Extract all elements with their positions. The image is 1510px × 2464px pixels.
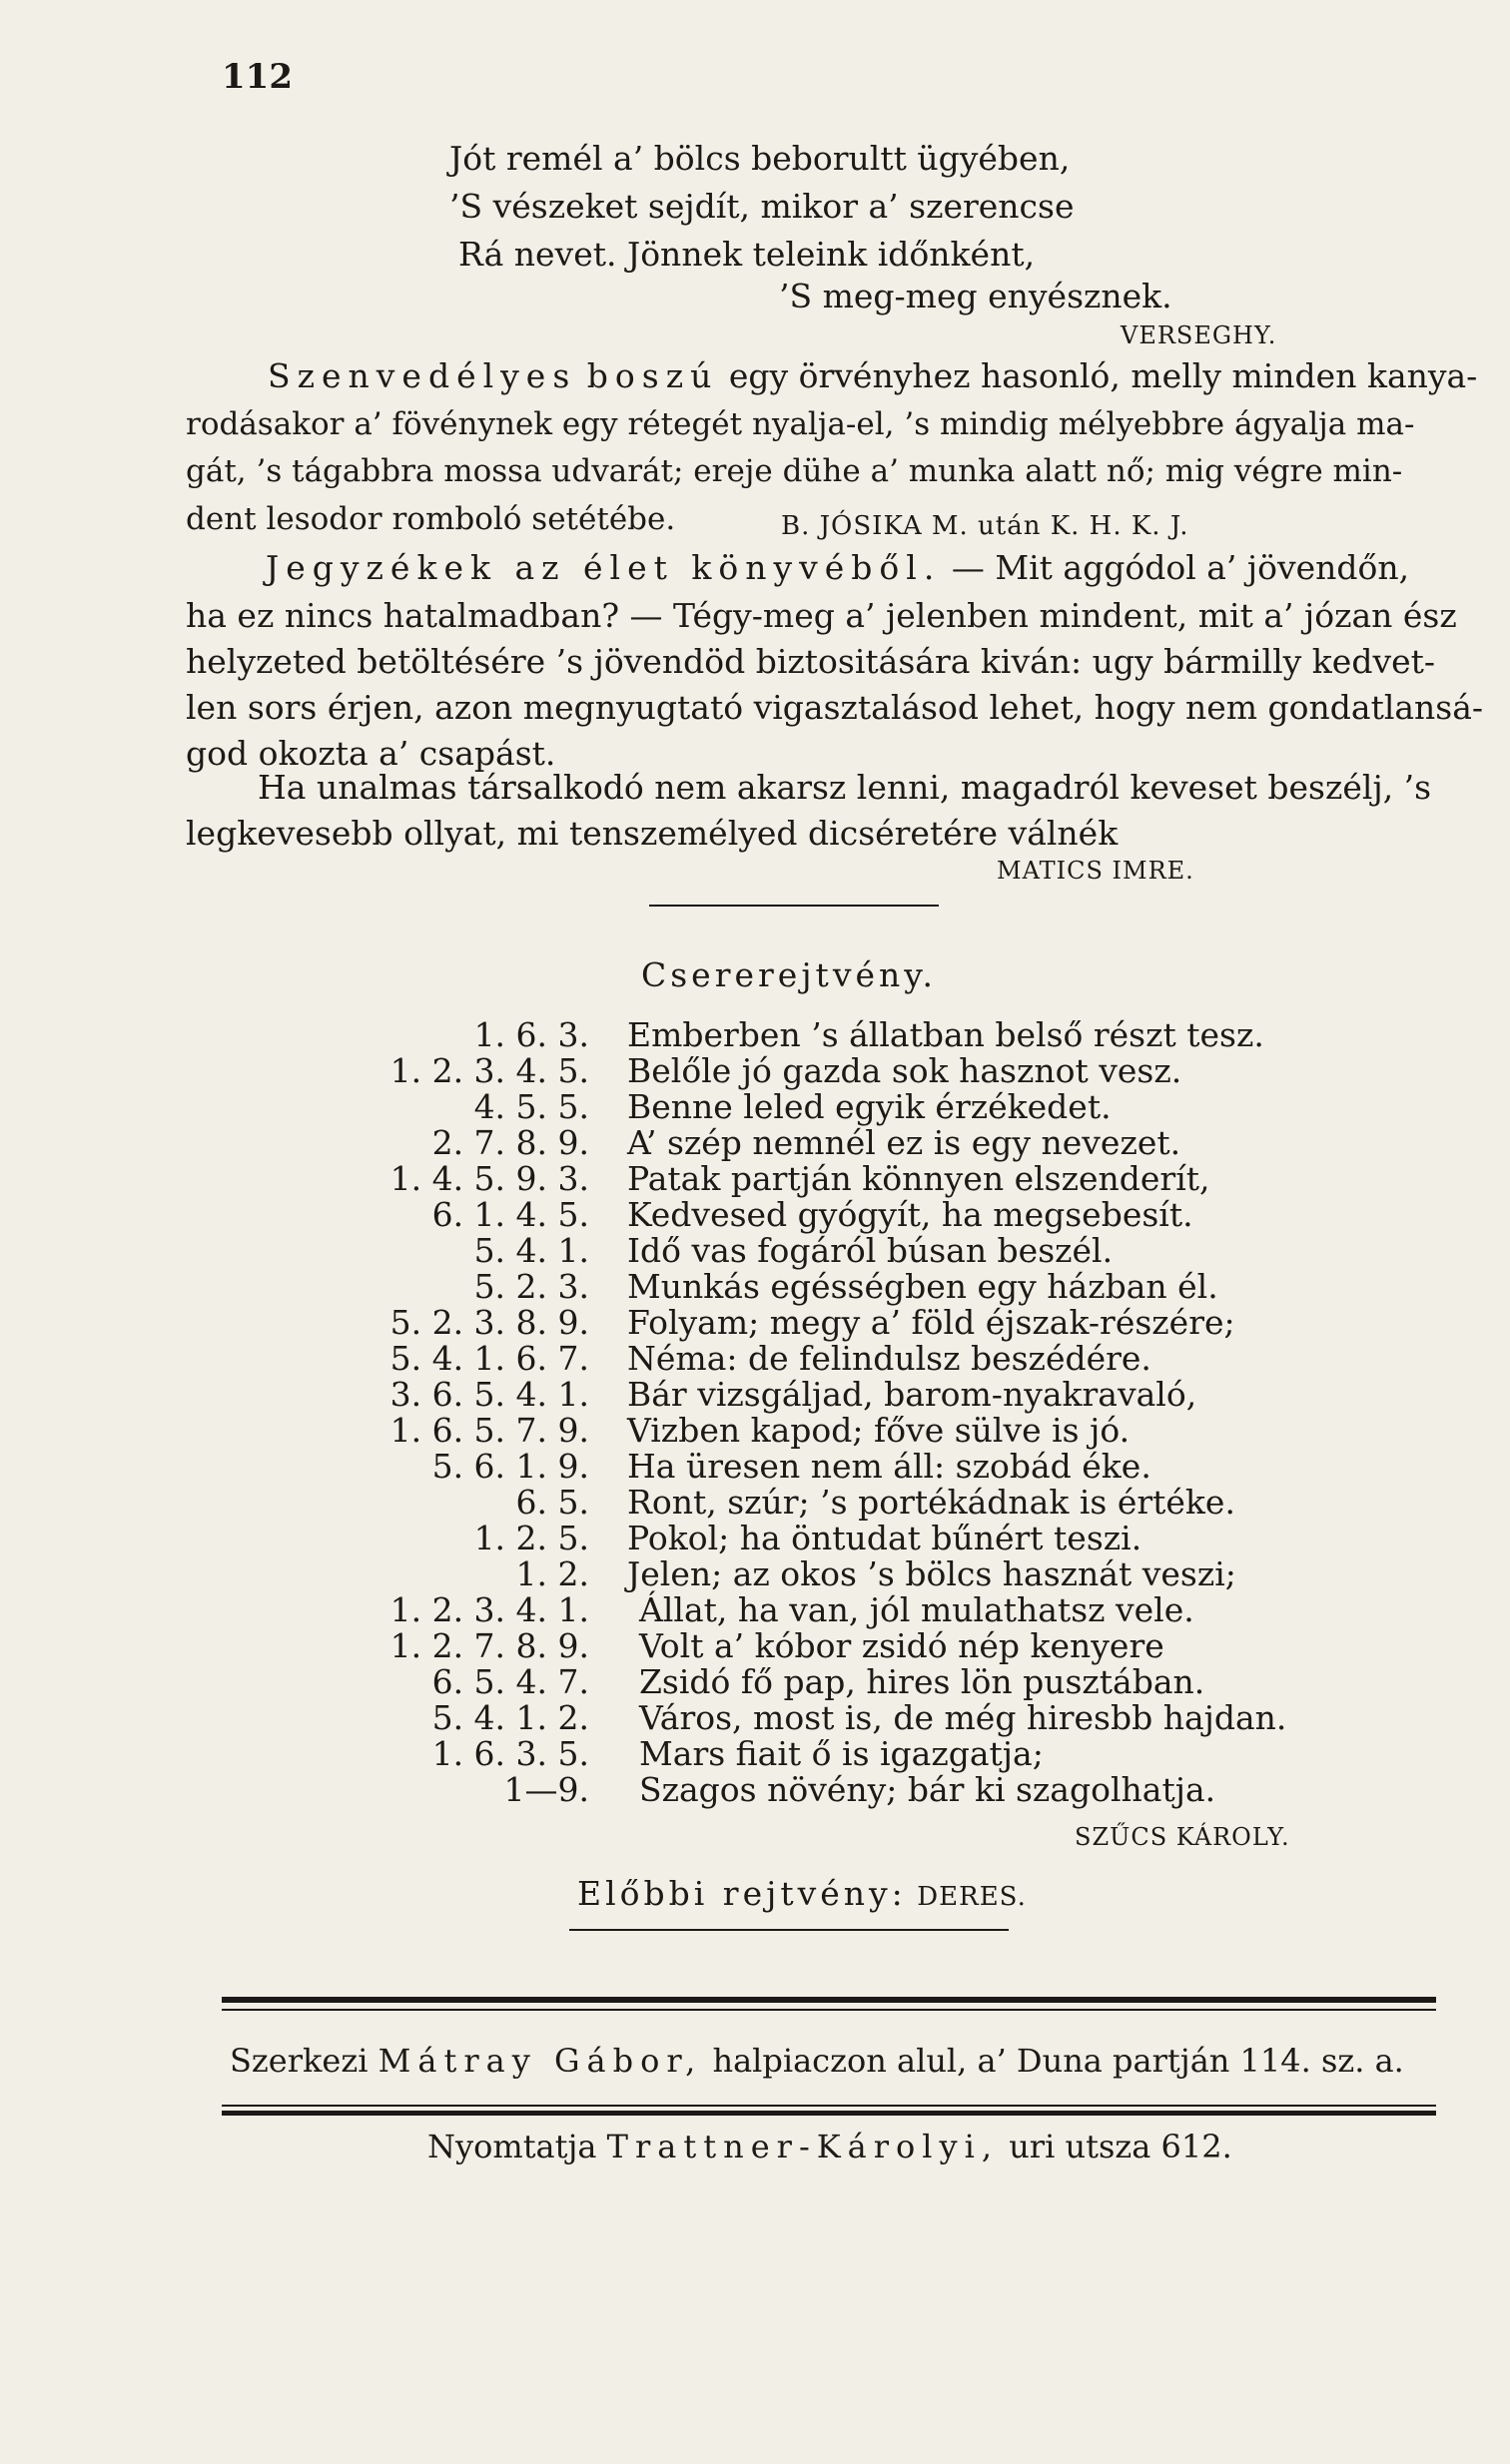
poem-line-2: ’S vészeket sejdít, mikor a’ szerencse [449,187,1075,226]
quote-line-4: dent lesodor romboló setétébe. [186,501,676,537]
puzzle-row-clue: Emberben ’s állatban belső részt tesz. [627,1015,1264,1054]
quote-line-1-rest: egy örvényhez hasonló, melly minden kanya- [728,356,1478,395]
puzzle-author: SZŰCS KÁROLY. [1075,1823,1290,1851]
puzzle-row-clue: Ront, szúr; ’s portékádnak is értéke. [627,1483,1235,1522]
puzzle-row-numbers: 1. 2. 7. 8. 9. [389,1626,589,1665]
puzzle-row-numbers: 1. 2. 3. 4. 5. [389,1051,589,1090]
footer-rule-thick [222,1997,1436,2003]
notes-line-4: len sors érjen, azon megnyugtató vigasztalásod lehet, hogy nem gondatlansá- [186,688,1484,727]
puzzle-row-numbers: 1. 6. 3. 5. [431,1734,589,1773]
puzzle-row-clue: Pokol; ha öntudat bűnért teszi. [627,1519,1142,1557]
notes-heading: Jegyzékek az élet könyvéből. [266,548,942,587]
puzzle-row-clue: Volt a’ kóbor zsidó nép kenyere [639,1626,1164,1665]
puzzle-row-numbers: 5. 4. 1. 2. [431,1698,589,1737]
puzzle-row-clue: Zsidó fő pap, hires lön pusztában. [639,1662,1205,1701]
puzzle-row-numbers: 6. 1. 4. 5. [431,1195,589,1234]
puzzle-row-clue: Néma: de felindulsz beszédére. [627,1339,1151,1378]
puzzle-row-numbers: 5. 6. 1. 9. [431,1447,589,1486]
puzzle-row-clue: Bár vizsgáljad, barom-nyakravaló, [627,1375,1197,1414]
puzzle-row-numbers: 2. 7. 8. 9. [431,1123,589,1162]
puzzle-row-numbers: 1. 4. 5. 9. 3. [389,1159,589,1198]
footer-rule-bottom-2 [222,2111,1436,2116]
printer-prefix: Nyomtatja [427,2128,597,2165]
puzzle-row-numbers: 1. 2. 3. 4. 1. [389,1590,589,1629]
footer-rule-bottom-1 [222,2105,1436,2107]
quote-line-2: rodásakor a’ fövénynek egy rétegét nyalja-el, ’s mindig mélyebbre ágyalja ma- [186,406,1415,442]
quote-line-1 [268,356,1478,395]
puzzle-row-numbers: 5. 4. 1. 6. 7. [389,1339,589,1378]
puzzle-row-numbers: 5. 2. 3. [473,1267,589,1306]
divider-short [569,1929,1009,1931]
notes-line-1-rest: — Mit aggódol a’ jövendőn, [951,548,1410,587]
puzzle-row-clue: Munkás egésségben egy házban él. [627,1267,1218,1306]
previous-label: Előbbi rejtvény: [577,1874,907,1913]
puzzle-row-clue: Város, most is, de még hiresbb hajdan. [639,1698,1287,1737]
quote-line-3: gát, ’s tágabbra mossa udvarát; ereje dühe a’ munka alatt nő; mig végre min- [186,453,1403,489]
notes-para2-line-2: legkevesebb ollyat, mi tenszemélyed dicséretére válnék [186,814,1119,853]
puzzle-row-numbers: 3. 6. 5. 4. 1. [389,1375,589,1414]
notes-line-5: god okozta a’ csapást. [186,734,556,773]
editor-name: Mátray Gábor, [378,2042,703,2080]
footer-printer-line [427,2128,1232,2165]
printer-address: uri utsza 612. [1009,2128,1232,2165]
puzzle-row-numbers: 1—9. [503,1770,589,1809]
previous-answer: DERES. [917,1882,1027,1912]
quote-attribution: B. JÓSIKA M. után K. H. K. J. [781,511,1189,541]
poem-line-4: ’S meg-meg enyésznek. [779,277,1172,315]
notes-line-2: ha ez nincs hatalmadban? — Tégy-meg a’ jelenben mindent, mit a’ józan ész [186,596,1457,635]
puzzle-row-numbers: 5. 4. 1. [473,1231,589,1270]
puzzle-row-clue: Patak partján könnyen elszenderít, [627,1159,1210,1198]
puzzle-row-clue: Idő vas fogáról búsan beszél. [627,1231,1114,1270]
puzzle-row-clue: A’ szép nemnél ez is egy nevezet. [627,1123,1181,1162]
puzzle-row-clue: Kedvesed gyógyít, ha megsebesít. [627,1195,1193,1234]
puzzle-row-clue: Jelen; az okos ’s bölcs hasznát veszi; [627,1554,1236,1593]
footer-editor-line [230,2042,1404,2080]
poem-author: VERSEGHY. [1121,321,1277,349]
notes-line-1 [266,548,1410,587]
puzzle-row-numbers: 6. 5. 4. 7. [431,1662,589,1701]
editor-prefix: Szerkezi [230,2042,369,2080]
notes-author: MATICS IMRE. [997,857,1194,885]
editor-address: halpiaczon alul, a’ Duna partján 114. sz. a. [712,2042,1404,2080]
puzzle-row-clue: Ha üresen nem áll: szobád éke. [627,1447,1151,1486]
printer-name: Trattner-Károlyi, [606,2128,1000,2165]
quote-keyword-2: boszú [586,356,719,395]
poem-line-1: Jót remél a’ bölcs beborultt ügyében, [449,139,1071,178]
notes-para2-line-1: Ha unalmas társalkodó nem akarsz lenni, magadról keveset beszélj, ’s [258,768,1432,807]
page-number: 112 [222,57,293,97]
puzzle-title: Csererejtvény. [641,955,937,994]
puzzle-row-clue: Vizben kapod; főve sülve is jó. [627,1411,1131,1450]
puzzle-row-numbers: 5. 2. 3. 8. 9. [389,1303,589,1342]
puzzle-row-numbers: 1. 2. 5. [473,1519,589,1557]
puzzle-row-clue: Szagos növény; bár ki szagolhatja. [639,1770,1216,1809]
puzzle-row-clue: Folyam; megy a’ föld éjszak-részére; [627,1303,1235,1342]
puzzle-row-clue: Benne leled egyik érzékedet. [627,1087,1112,1126]
poem-line-3: Rá nevet. Jönnek teleink időnként, [458,235,1036,274]
quote-keyword: Szenvedélyes [268,356,577,395]
puzzle-row-clue: Mars fiait ő is igazgatja; [639,1734,1044,1773]
previous-answer-line [577,1874,1027,1913]
puzzle-row-numbers: 1. 2. [515,1554,589,1593]
puzzle-row-clue: Állat, ha van, jól mulathatsz vele. [639,1590,1194,1629]
puzzle-row-numbers: 4. 5. 5. [473,1087,589,1126]
puzzle-row-numbers: 1. 6. 3. [473,1015,589,1054]
puzzle-row-clue: Belőle jó gazda sok hasznot vesz. [627,1051,1182,1090]
notes-line-3: helyzeted betöltésére ’s jövendöd biztositására kiván: ugy bármilly kedvet- [186,642,1436,681]
footer-rule-thin [222,2009,1436,2011]
section-divider [649,905,939,907]
puzzle-row-numbers: 6. 5. [515,1483,589,1522]
puzzle-row-numbers: 1. 6. 5. 7. 9. [389,1411,589,1450]
